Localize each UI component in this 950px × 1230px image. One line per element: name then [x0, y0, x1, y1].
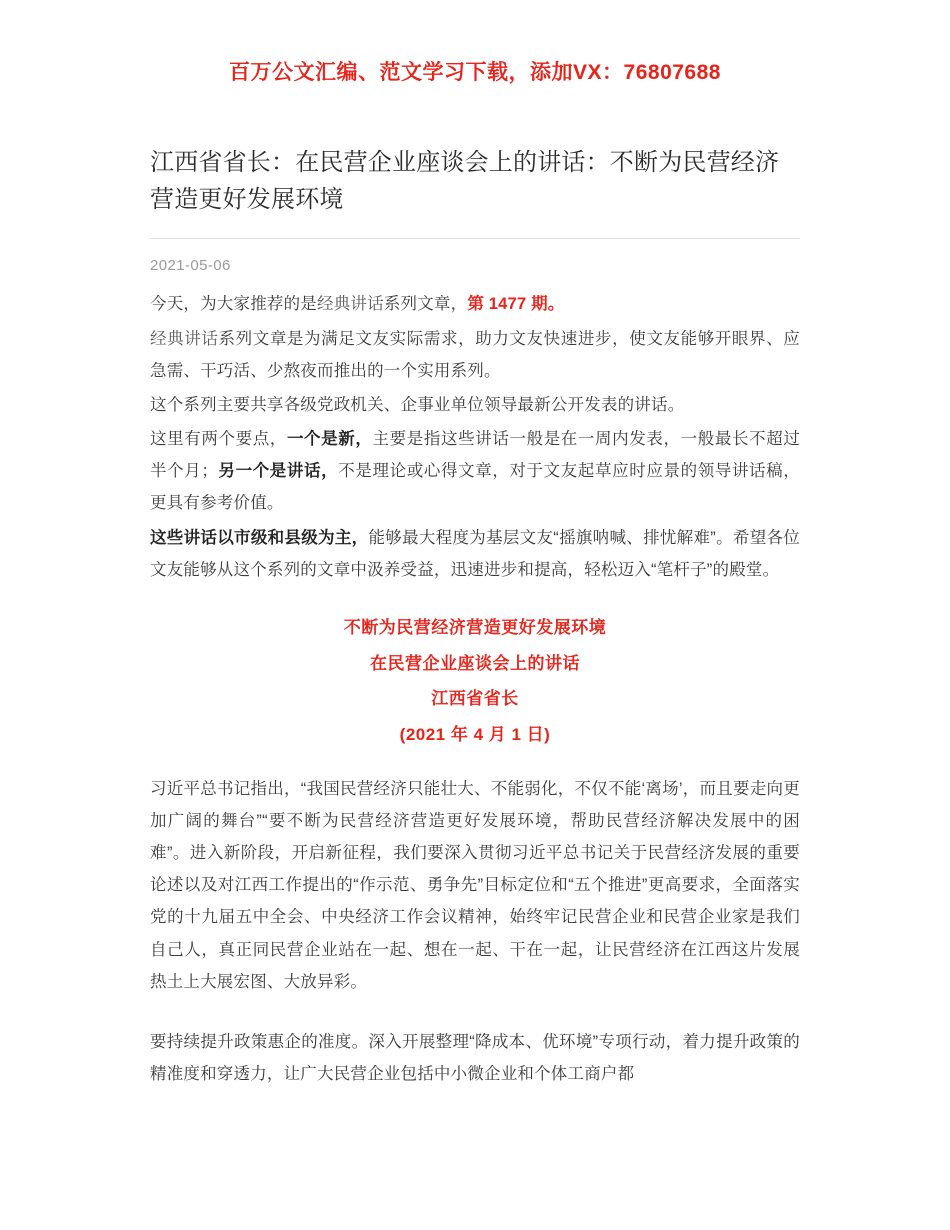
intro-point-two: 另一个是讲话， — [218, 462, 339, 481]
speech-headline-line-1: 不断为民营经济营造更好发展环境 — [343, 617, 607, 637]
page-title: 江西省省长：在民营企业座谈会上的讲话：不断为民营经济营造更好发展环境 — [150, 149, 780, 214]
intro-line-2-text: 系列文章是为满足文友实际需求，助力文友快速进步，使文友能够开眼界、应急需、干巧活、少熬夜而推出的一个实用系列。 — [150, 329, 800, 380]
paragraph-spacer — [150, 1000, 800, 1026]
speech-headline-line-2: 在民营企业座谈会上的讲话 — [370, 653, 580, 673]
body-paragraph-2: 要持续提升政策惠企的准度。深入开展整理“降成本、优环境”专项行动，着力提升政策的精准度和穿透力，让广大民营企业包括中小微企业和个体工商户都 — [150, 1032, 800, 1084]
intro-line-2 — [150, 323, 800, 387]
intro-line-2-series-name: 经典讲话 — [150, 328, 219, 348]
speech-headline-line-3: 江西省省长 — [431, 689, 519, 709]
intro-line-4-part-e: 不是理论或心得文章，对于文友起草应时应景的领导讲话稿，更具有参考价值。 — [150, 462, 800, 513]
intro-line-1-part-c: 系列文章， — [383, 295, 468, 314]
title-divider — [150, 238, 800, 239]
intro-line-3: 这个系列主要共享各级党政机关、企事业单位领导最新公开发表的讲话。 — [150, 395, 685, 414]
body-paragraph-1: 习近平总书记指出，“我国民营经济只能壮大、不能弱化，不仅不能‘离场’，而且要走向更加广阔的舞台”“要不断为民营经济营造更好发展环境，帮助民营经济解决发展中的困难”。进入新阶段，开启新征程，我们要深入贯彻习近平总书记关于民营经济发展的重要论述以及对江西工作提出的“作示范、勇争先”目标定位和“五个推进”更高要求，全面落实党的十九届五中全会、中央经济工作会议精神，始终牢记民营企业和民营企业家是我们自己人，真正同民营企业站在一起、想在一起、干在一起，让民营经济在江西这片发展热土上大展宏图、大放异彩。 — [150, 779, 800, 991]
intro-line-5-text: 能够最大程度为基层文友“摇旗呐喊、排忧解难”。希望各位文友能够从这个系列的文章中汲养受益，迅速进步和提高，轻松迈入“笔杆子”的殿堂。 — [150, 528, 800, 579]
intro-line-4-part-c: 主要是指这些讲话一般是在一周内发表，一般最长不超过半个月； — [150, 430, 801, 481]
document-content — [150, 92, 800, 1090]
intro-line-1-series-name: 经典讲话 — [317, 294, 384, 314]
intro-line-4 — [150, 423, 800, 520]
promo-banner: 百万公文汇编、范文学习下载，添加VX：76807688 — [229, 61, 721, 84]
intro-line-5 — [150, 522, 800, 586]
intro-point-one: 一个是新， — [286, 430, 373, 449]
intro-line-1 — [150, 288, 800, 320]
intro-line-4-part-a: 这里有两个要点， — [150, 430, 287, 449]
intro-line-5-lead: 这些讲话以市级和县级为主， — [150, 528, 369, 547]
publish-date: 2021-05-06 — [150, 257, 231, 275]
intro-line-1-part-a: 今天，为大家推荐的是 — [150, 295, 317, 314]
intro-issue-number: 第 1477 期。 — [467, 295, 565, 314]
speech-headline-date: (2021 年 4 月 1 日) — [399, 724, 551, 744]
speech-headline — [150, 610, 800, 753]
